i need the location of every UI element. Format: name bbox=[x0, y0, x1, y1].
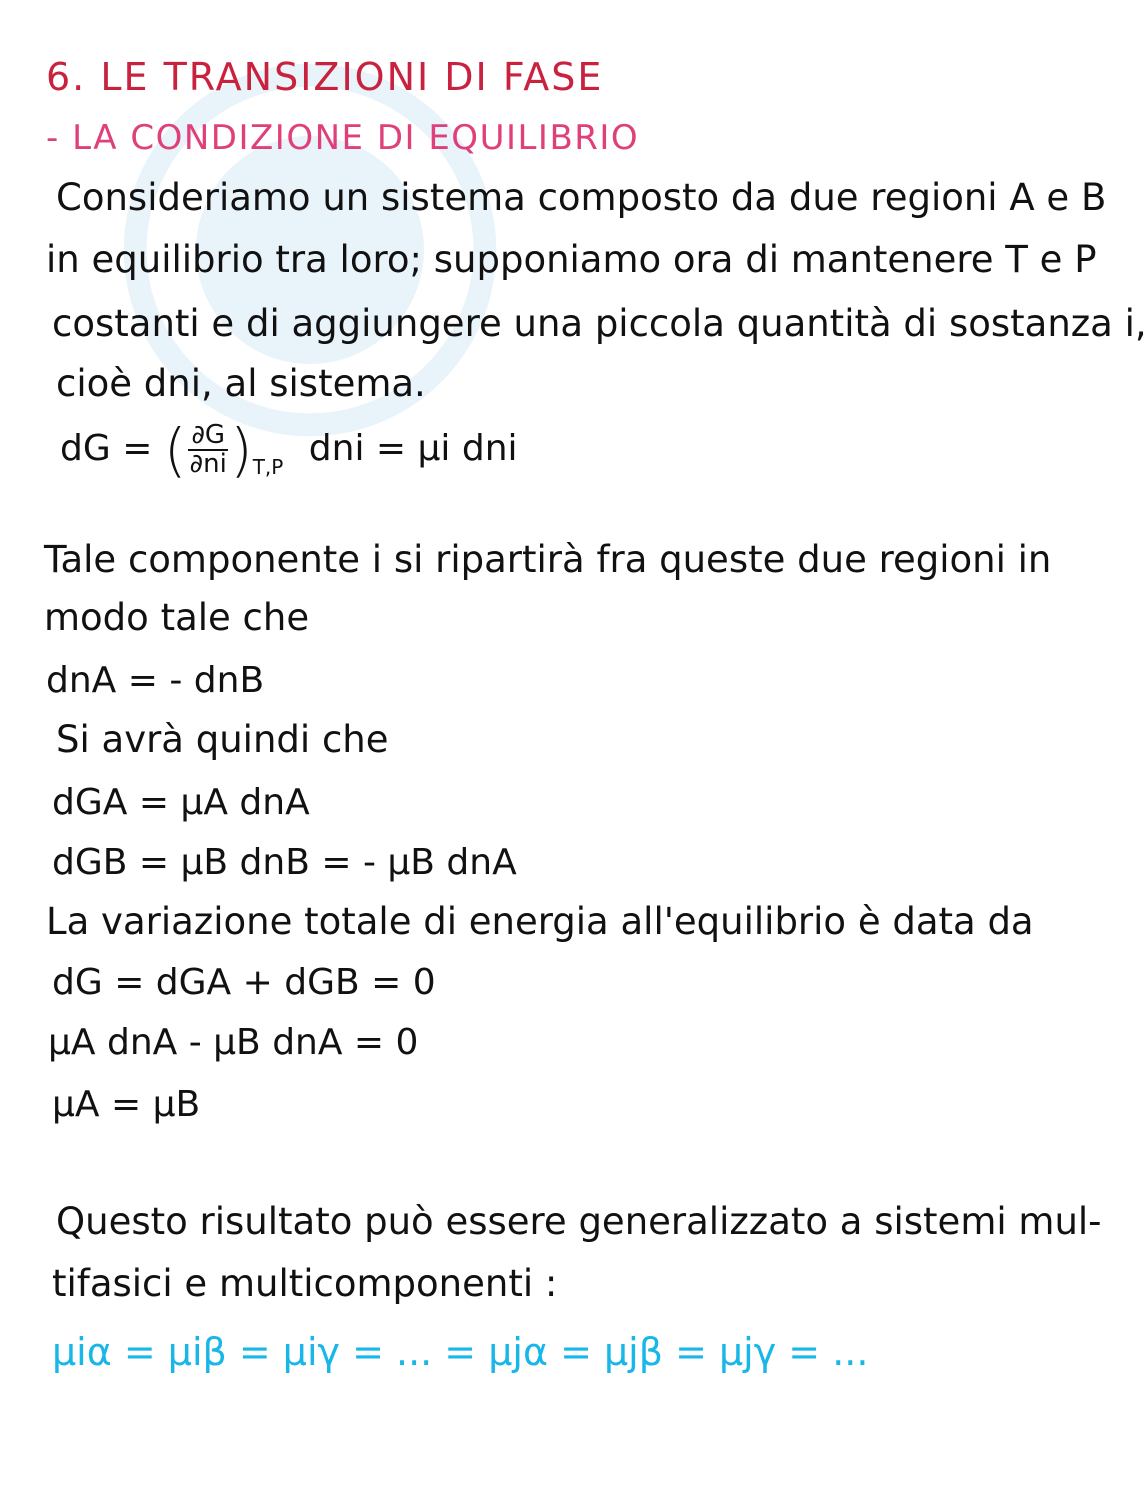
constant-subscript: T,P bbox=[252, 455, 284, 479]
fraction-denominator: ∂ni bbox=[189, 449, 227, 479]
eq-mu-diff: μA dnA - μB dnA = 0 bbox=[48, 1022, 419, 1063]
eq-dGA: dGA = μA dnA bbox=[52, 782, 310, 823]
eq-dG-sum: dG = dGA + dGB = 0 bbox=[52, 962, 436, 1003]
partial-fraction bbox=[188, 419, 228, 479]
para2-line-2: modo tale che bbox=[44, 596, 310, 639]
intro-line-3: costanti e di aggiungere una piccola quantità di sostanza i, bbox=[52, 302, 1147, 345]
eq-dn: dnA = - dnB bbox=[46, 660, 265, 701]
intro-line-4: cioè dni, al sistema. bbox=[56, 362, 426, 405]
fraction-numerator: ∂G bbox=[188, 422, 228, 451]
para2-line-1: Tale componente i si ripartirà fra queste due regioni in bbox=[44, 538, 1052, 581]
generalized-equilibrium-equation: μiα = μiβ = μiγ = ... = μjα = μjβ = μjγ = ... bbox=[52, 1330, 869, 1374]
conclusion-line-1: Questo risultato può essere generalizzato a sistemi mul- bbox=[56, 1200, 1102, 1243]
eq1-lhs: dG = bbox=[60, 428, 153, 469]
avra-text: Si avrà quindi che bbox=[56, 718, 389, 761]
intro-line-2: in equilibrio tra loro; supponiamo ora di mantenere T e P bbox=[46, 238, 1097, 281]
equation-dG-partial bbox=[60, 416, 518, 484]
variazione-text: La variazione totale di energia all'equilibrio è data da bbox=[46, 900, 1034, 943]
eq-mu-equal: μA = μB bbox=[52, 1084, 201, 1125]
paren-close: ) bbox=[230, 416, 253, 484]
paren-open: ( bbox=[163, 416, 187, 484]
conclusion-line-2: tifasici e multicomponenti : bbox=[52, 1262, 558, 1305]
eq1-rhs: dni = μi dni bbox=[308, 428, 518, 469]
intro-line-1: Consideriamo un sistema composto da due regioni A e B bbox=[56, 176, 1107, 219]
page-title: 6. LE TRANSIZIONI DI FASE bbox=[46, 55, 604, 99]
section-subtitle: - LA CONDIZIONE DI EQUILIBRIO bbox=[46, 118, 640, 158]
eq-dGB: dGB = μB dnB = - μB dnA bbox=[52, 842, 517, 883]
